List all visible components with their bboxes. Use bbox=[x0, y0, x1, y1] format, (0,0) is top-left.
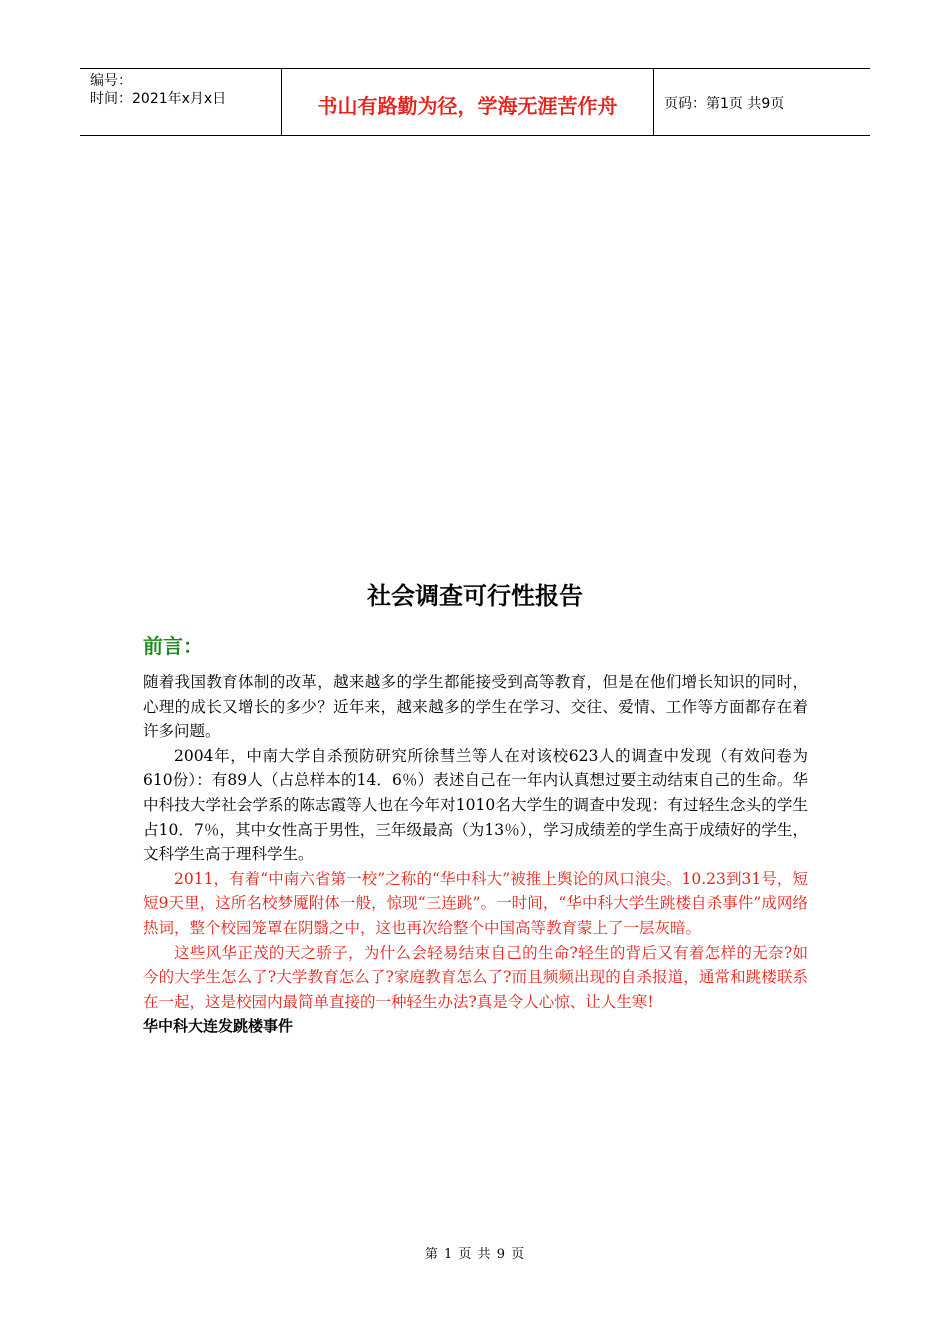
paragraph-survey: 2004年，中南大学自杀预防研究所徐彗兰等人在对该校623人的调查中发现（有效问卷为610份）：有89人（占总样本的14．6％）表述自己在一年内认真想过要主动结束自己的生命。华中科技大学社会学系的陈志霞等人也在今年对1010名大学生的调查中发现：有过轻生念头的学生占10．7％，其中女性高于男性，三年级最高（为13％），学习成绩差的学生高于成绩好的学生，文科学生高于理科学生。 bbox=[143, 746, 808, 864]
document-title: 社会调查可行性报告 bbox=[367, 582, 583, 610]
header-page-cell bbox=[654, 69, 870, 135]
paragraph-incident: 2011，有着“中南六省第一校”之称的“华中科大”被推上舆论的风口浪尖。10.23到31号，短短9天里，这所名校梦魇附体一般，惊现“三连跳”。一时间，“华中科大学生跳楼自杀事件”成网络热词，整个校园笼罩在阴翳之中，这也再次给整个中国高等教育蒙上了一层灰暗。 bbox=[143, 869, 808, 937]
document-body bbox=[143, 670, 808, 1038]
motto-text: 书山有路勤为径，学海无涯苦作舟 bbox=[317, 93, 618, 118]
paragraph-intro: 随着我国教育体制的改革，越来越多的学生都能接受到高等教育，但是在他们增长知识的同时，心理的成长又增长的多少？近年来，越来越多的学生在学习、交往、爱情、工作等方面都存在着许多问题。 bbox=[143, 673, 808, 741]
page-footer: 第 1 页 共 9 页 bbox=[424, 1247, 526, 1262]
paragraph-questions: 这些风华正茂的天之骄子，为什么会轻易结束自己的生命?轻生的背后又有着怎样的无奈?如今的大学生怎么了?大学教育怎么了?家庭教育怎么了?而且频频出现的自杀报道，通常和跳楼联系在一起，这是校园内最简单直接的一种轻生办法?真是令人心惊、让人生寒! bbox=[143, 943, 808, 1011]
header-table bbox=[80, 68, 870, 136]
time-label: 时间：2021年x月x日 bbox=[90, 91, 227, 107]
section-subheading: 华中科大连发跳楼事件 bbox=[143, 1017, 294, 1036]
preface-heading: 前言： bbox=[143, 634, 203, 658]
number-label: 编号： bbox=[90, 73, 132, 89]
page-info: 页码：第1页 共9页 bbox=[664, 96, 785, 112]
header-motto-cell bbox=[282, 69, 654, 135]
header-meta-cell bbox=[80, 69, 282, 135]
